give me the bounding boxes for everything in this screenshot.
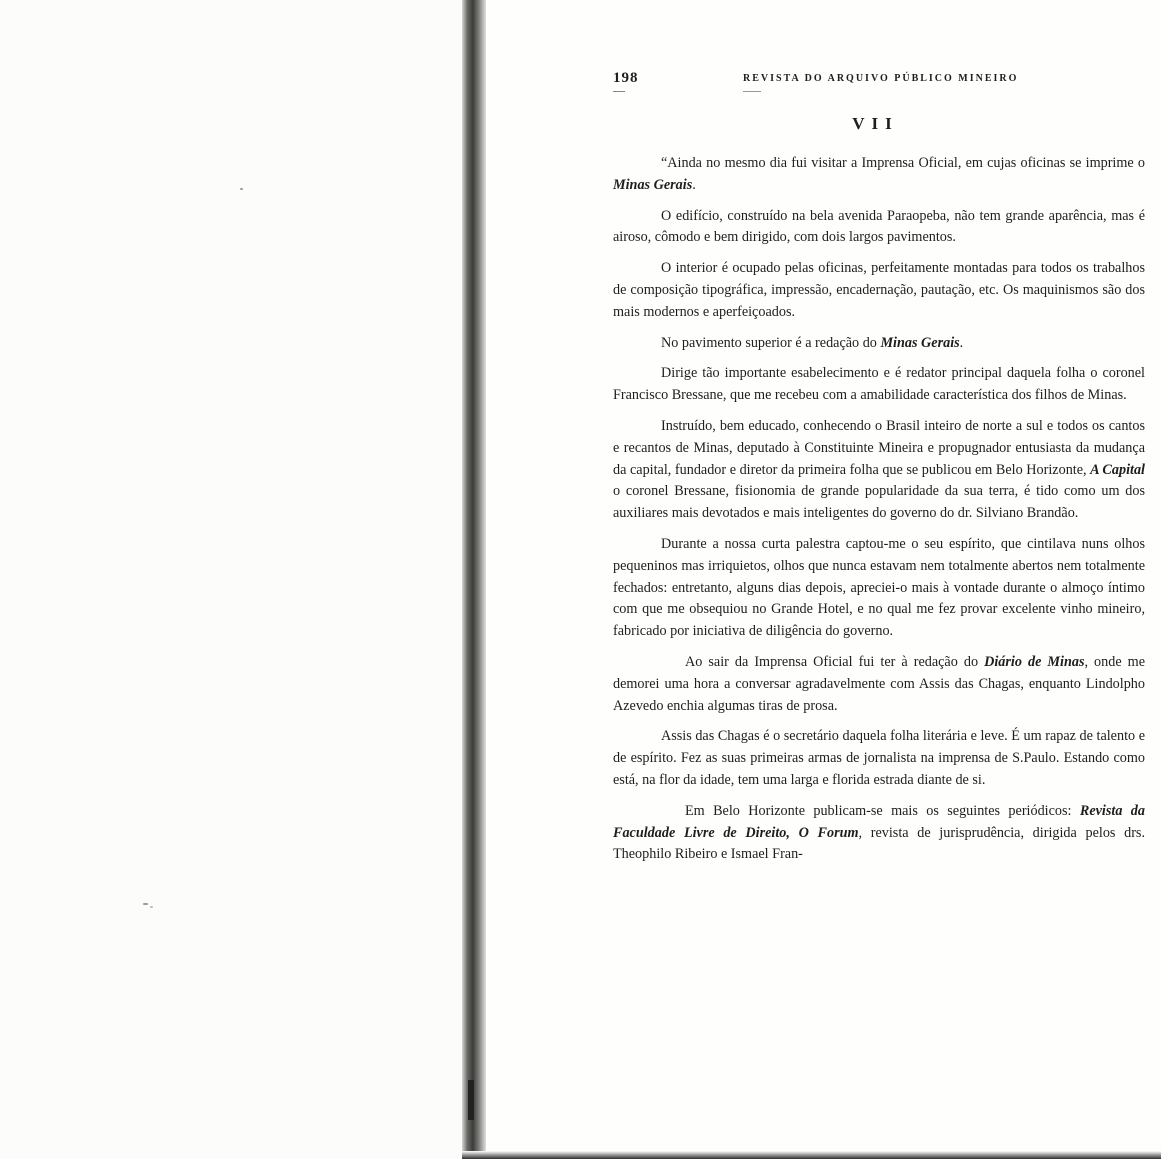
paper-speck <box>240 188 243 190</box>
paragraph-1: “Ainda no mesmo dia fui visitar a Imprensa Oficial, em cujas oficinas se imprime o Minas Gerais. <box>613 155 1145 193</box>
header-rule <box>613 91 625 92</box>
paragraph-10: Em Belo Horizonte publicam-se mais os seguintes periódicos: Revista da Faculdade Livre de Direito, O Forum, revista de jurisprudência, dirigida pelos drs. Theophilo Ribeiro e Ismael Fran- <box>613 802 1145 863</box>
paper-speck <box>143 903 148 905</box>
paragraph-9: Assis das Chagas é o secretário daquela folha literária e leve. É um rapaz de talento e de espírito. Fez as suas primeiras armas de jornalista na imprensa de S.Paulo. Estando como está, na flor da idade, tem uma larga e florida estrada diante de si. <box>613 728 1145 788</box>
italic-title: Minas Gerais <box>880 334 960 351</box>
header-rule <box>743 91 1043 92</box>
paragraph-2: O edifício, construído na bela avenida Paraopeba, não tem grande aparência, mas é airoso, cômodo e bem dirigido, com dois largos pavimentos. <box>613 207 1145 246</box>
paragraph-3: O interior é ocupado pelas oficinas, perfeitamente montadas para todos os trabalhos de composição tipográfica, impressão, encadernação, pautação, etc. Os maquinismos são dos mais modernos e aperfeiçoados. <box>613 260 1145 320</box>
paragraph-5: Dirige tão importante esabelecimento e é redator principal daquela folha o coronel Francisco Bressane, que me recebeu com a amabilidade característica dos filhos de Minas. <box>613 365 1145 404</box>
italic-title: A Capital <box>1090 461 1145 478</box>
gutter-binding-mark <box>468 1080 474 1120</box>
paragraph-4: No pavimento superior é a redação do Minas Gerais. <box>661 334 964 351</box>
italic-title: Diário de Minas <box>984 653 1085 670</box>
book-gutter <box>462 0 486 1159</box>
page-header <box>613 70 1133 90</box>
page-bottom-edge <box>462 1151 1161 1159</box>
body-text <box>613 153 1145 875</box>
chapter-heading: VII <box>852 114 899 133</box>
right-text-page <box>486 0 1161 1151</box>
paragraph-7: Durante a nossa curta palestra captou-me o seu espírito, que cintilava nuns olhos pequeninos mas irriquietos, olhos que nunca estavam nem totalmente abertos nem totalmente fechados: entretanto, alguns dias depois, apreciei-o mais à vontade durante o almoço íntimo com que me obsequiou no Grande Hotel, e no qual me fez provar excelente vinho mineiro, fabricado por iniciativa de diligência do governo. <box>613 535 1145 640</box>
paragraph-8: Ao sair da Imprensa Oficial fui ter à redação do Diário de Minas, onde me demorei uma hora a conversar agradavelmente com Assis das Chagas, enquanto Lindolpho Azevedo enchia algumas tiras de prosa. <box>613 653 1146 714</box>
page-number: 198 <box>613 70 639 86</box>
paper-speck <box>150 906 153 908</box>
paragraph-6: Instruído, bem educado, conhecendo o Brasil inteiro de norte a sul e todos os cantos e recantos de Minas, deputado à Constituinte Mineira e propugnador entusiasta da mudança da capital, fundador e diretor da primeira folha que se publicou em Belo Horizonte, A Capital o coronel Bressane, fisionomia de grande popularidade da sua terra, é tido como um dos auxiliares mais devotados e mais inteligentes do governo do dr. Silviano Brandão. <box>613 417 1145 522</box>
left-blank-page <box>0 0 462 1159</box>
italic-title: Minas Gerais <box>613 176 693 193</box>
italic-title: Revista da Faculdade Livre de Direito, O Forum <box>613 802 1145 841</box>
running-title: REVISTA DO ARQUIVO PÚBLICO MINEIRO <box>743 73 1019 84</box>
